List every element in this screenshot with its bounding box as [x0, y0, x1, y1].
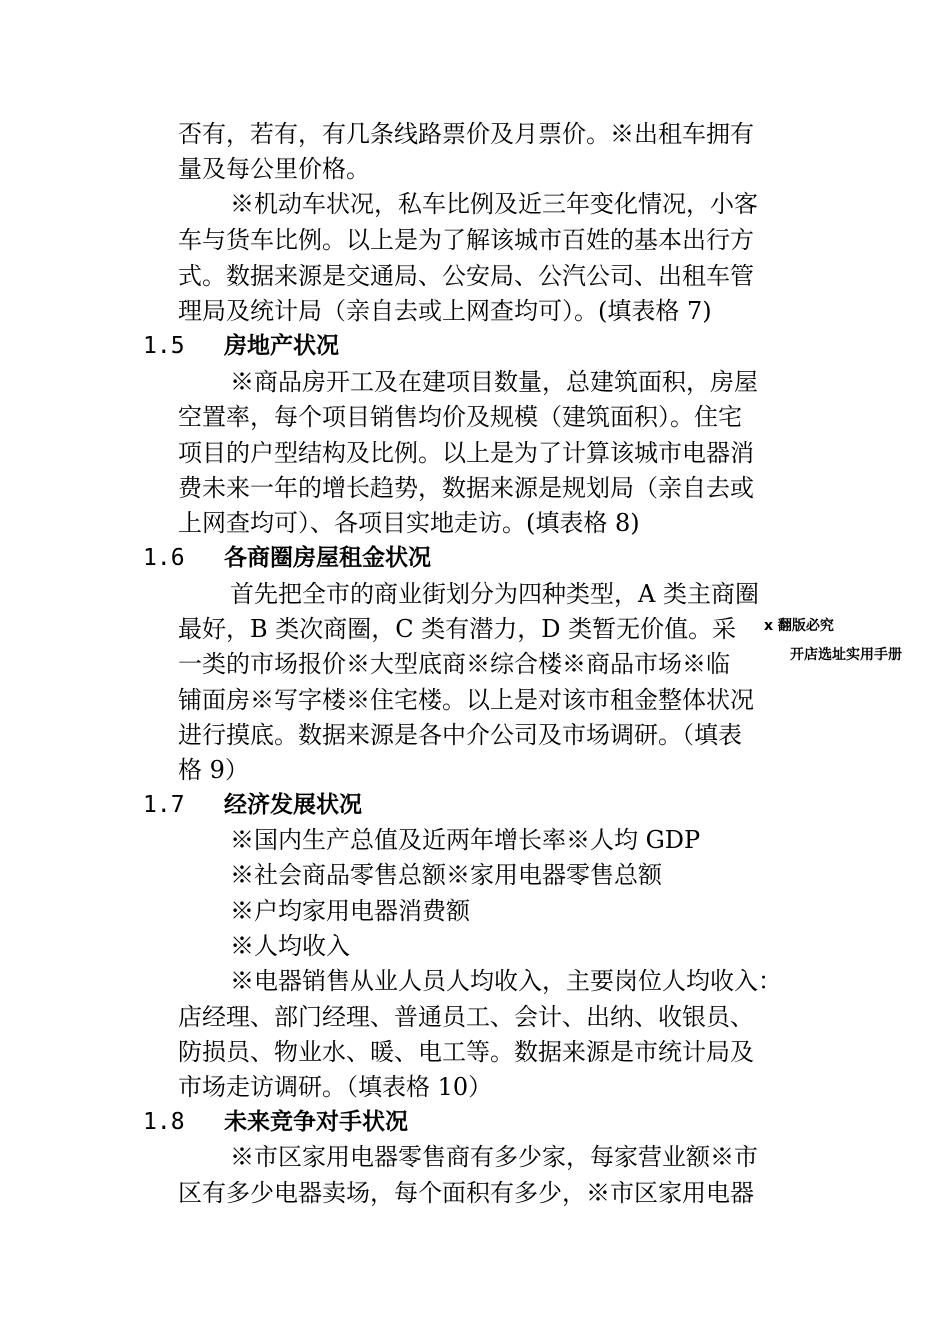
section-number: 1.7 [143, 792, 185, 818]
text-line: 防损员、物业水、暖、电工等。数据来源是市统计局及 [178, 1038, 754, 1066]
section-heading-1-8 [0, 1106, 950, 1138]
text-line: 费未来一年的增长趋势，数据来源是规划局（亲自去或 [178, 474, 754, 502]
section-title: 未来竞争对手状况 [224, 1109, 408, 1135]
section-title: 房地产状况 [224, 333, 339, 359]
section-number: 1.6 [143, 545, 185, 571]
text-line: 店经理、部门经理、普通员工、会计、出纳、收银员、 [178, 1003, 754, 1031]
manual-title-note: 开店选址实用手册 [786, 646, 902, 664]
text-line: 格 9） [178, 756, 249, 784]
text-line: ※社会商品零售总额※家用电器零售总额 [230, 861, 662, 889]
section-heading-1-7 [0, 789, 950, 821]
text-line: ※市区家用电器零售商有多少家，每家营业额※市 [230, 1143, 758, 1171]
text-line: 一类的市场报价※大型底商※综合楼※商品市场※临 [178, 650, 730, 678]
section-title: 各商圈房屋租金状况 [224, 545, 431, 571]
text-line: 区有多少电器卖场，每个面积有多少，※市区家用电器 [178, 1179, 754, 1207]
text-line: ※人均收入 [230, 932, 350, 960]
section-number: 1.5 [143, 333, 185, 359]
text-line: 空置率，每个项目销售均价及规模（建筑面积）。住宅 [178, 403, 742, 431]
text-line: 进行摸底。数据来源是各中介公司及市场调研。（填表 [178, 721, 742, 749]
text-line: ※国内生产总值及近两年增长率※人均 GDP [230, 826, 701, 854]
text-line: 否有，若有，有几条线路票价及月票价。※出租车拥有 [178, 120, 754, 148]
section-heading-1-6 [0, 542, 950, 574]
text-line: 首先把全市的商业街划分为四种类型，A 类主商圈 [230, 580, 759, 608]
text-line: 项目的户型结构及比例。以上是为了计算该城市电器消 [178, 439, 754, 467]
text-line: 量及每公里价格。 [178, 155, 370, 183]
text-line: 式。数据来源是交通局、公安局、公汽公司、出租车管 [178, 262, 754, 290]
copyright-note: x 翻版必究 [760, 617, 834, 635]
text-line: ※机动车状况，私车比例及近三年变化情况，小客 [230, 190, 758, 218]
text-line: 车与货车比例。以上是为了解该城市百姓的基本出行方 [178, 226, 754, 254]
text-line: 最好，B 类次商圈，C 类有潜力，D 类暂无价值。采 [178, 615, 737, 643]
section-title: 经济发展状况 [224, 792, 362, 818]
text-line: ※户均家用电器消费额 [230, 897, 470, 925]
section-number: 1.8 [143, 1109, 185, 1135]
section-heading-1-5 [0, 330, 950, 362]
text-line: 市场走访调研。（填表格 10） [178, 1073, 493, 1101]
text-line: 理局及统计局（亲自去或上网查均可）。(填表格 7) [178, 297, 712, 325]
text-line: 铺面房※写字楼※住宅楼。以上是对该市租金整体状况 [178, 686, 754, 714]
text-line: ※电器销售从业人员人均收入，主要岗位人均收入： [230, 967, 782, 995]
text-line: ※商品房开工及在建项目数量，总建筑面积，房屋 [230, 368, 758, 396]
text-line: 上网查均可）、各项目实地走访。(填表格 8) [178, 509, 640, 537]
